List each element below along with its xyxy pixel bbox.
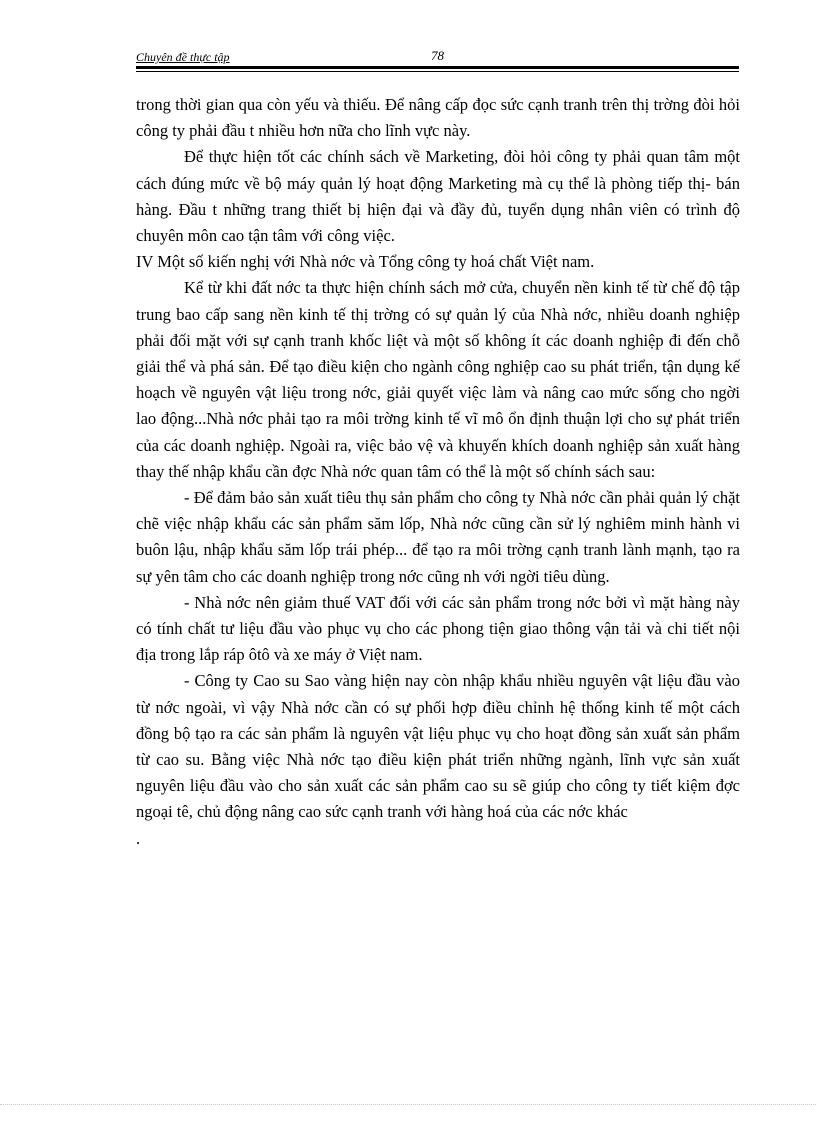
- header-title: Chuyên đề thực tập: [136, 50, 230, 64]
- page-bottom-border: [0, 1104, 816, 1106]
- header-rule-thin: [136, 71, 739, 72]
- paragraph-continuation: trong thời gian qua còn yếu và thiếu. Để nâng cấp đọc sức cạnh tranh trên thị trờng đòi hỏi công ty phải đầu t nhiều hơn nữa cho lĩnh vực này.: [136, 95, 740, 141]
- paragraph-marketing: Để thực hiện tốt các chính sách về Marketing, đòi hỏi công ty phải quan tâm một cách đúng mức về bộ máy quản lý hoạt động Marketing mà cụ thể là phòng tiếp thị- bán hàng. Đầu t những trang thiết bị hiện đại và đầy đủ, tuyển dụng nhân viên có trình độ chuyên môn cao tận tâm với công việc.: [136, 147, 740, 246]
- trailing-dot: .: [136, 828, 141, 848]
- list-item-vat: - Nhà nớc nên giảm thuế VAT đối với các sản phẩm trong nớc bởi vì mặt hàng này có tính chất tư liệu đầu vào phục vụ cho các phong tiện giao thông vận tải và chi tiết nội địa trong lắp ráp ôtô và xe máy ở Việt nam.: [136, 592, 740, 665]
- header-rule-thick: [136, 66, 739, 69]
- section-heading: IV Một số kiến nghị với Nhà nớc và Tổng công ty hoá chất Việt nam.: [136, 252, 595, 272]
- page-number: 78: [431, 48, 444, 63]
- list-item-raw-materials: - Công ty Cao su Sao vàng hiện nay còn nhập khẩu nhiều nguyên vật liệu đầu vào từ nớc ngoài, vì vậy Nhà nớc cần có sự phối hợp điều chỉnh hệ thống kinh tế một cách đồng bộ tạo ra các sản phẩm là nguyên vật liệu phục vụ cho hoạt đồng sản xuất sản phẩm từ cao su. Bằng việc Nhà nớc tạo điều kiện phát triển những ngành, lĩnh vực sản xuất nguyên liệu đầu vào cho sản xuất các sản phẩm cao su sẽ giúp cho công ty tiết kiệm đợc ngoại tê, chủ động nâng cao sức cạnh tranh với hàng hoá của các nớc khác: [136, 671, 740, 822]
- paragraph-open-door-policy: Kể từ khi đất nớc ta thực hiện chính sách mở cửa, chuyển nền kinh tế từ chế độ tập trung bao cấp sang nền kinh tế thị trờng có sự quản lý của Nhà nớc, nhiều doanh nghiệp phải đối mặt với sự cạnh tranh khốc liệt và một số không ít các doanh nghiệp đi đến chỗ giải thể và phá sản. Để tạo điều kiện cho ngành công nghiệp cao su phát triển, tận dụng kế hoạch về nguyên vật liệu trong nớc, giải quyết việc làm và nâng cao mức sống cho ngời lao động...Nhà nớc phải tạo ra môi trờng kinh tế vĩ mô ổn định thuận lợi cho sự phát triển của các doanh nghiệp. Ngoài ra, việc bảo vệ và khuyến khích doanh nghiệp sản xuất hàng thay thế nhập khẩu cần đợc Nhà nớc quan tâm có thể là một số chính sách sau:: [136, 278, 740, 481]
- list-item-import-control: - Để đảm bảo sản xuất tiêu thụ sản phẩm cho công ty Nhà nớc cần phải quản lý chặt chẽ việc nhập khẩu các sản phẩm săm lốp, Nhà nớc cũng cần sử lý nghiêm minh hành vi buôn lậu, nhập khẩu săm lốp trái phép... để tạo ra môi trờng cạnh tranh lành mạnh, tạo ra sự yên tâm cho các doanh nghiệp trong nớc cũng nh với ngời tiêu dùng.: [136, 488, 740, 586]
- document-body: [136, 92, 740, 852]
